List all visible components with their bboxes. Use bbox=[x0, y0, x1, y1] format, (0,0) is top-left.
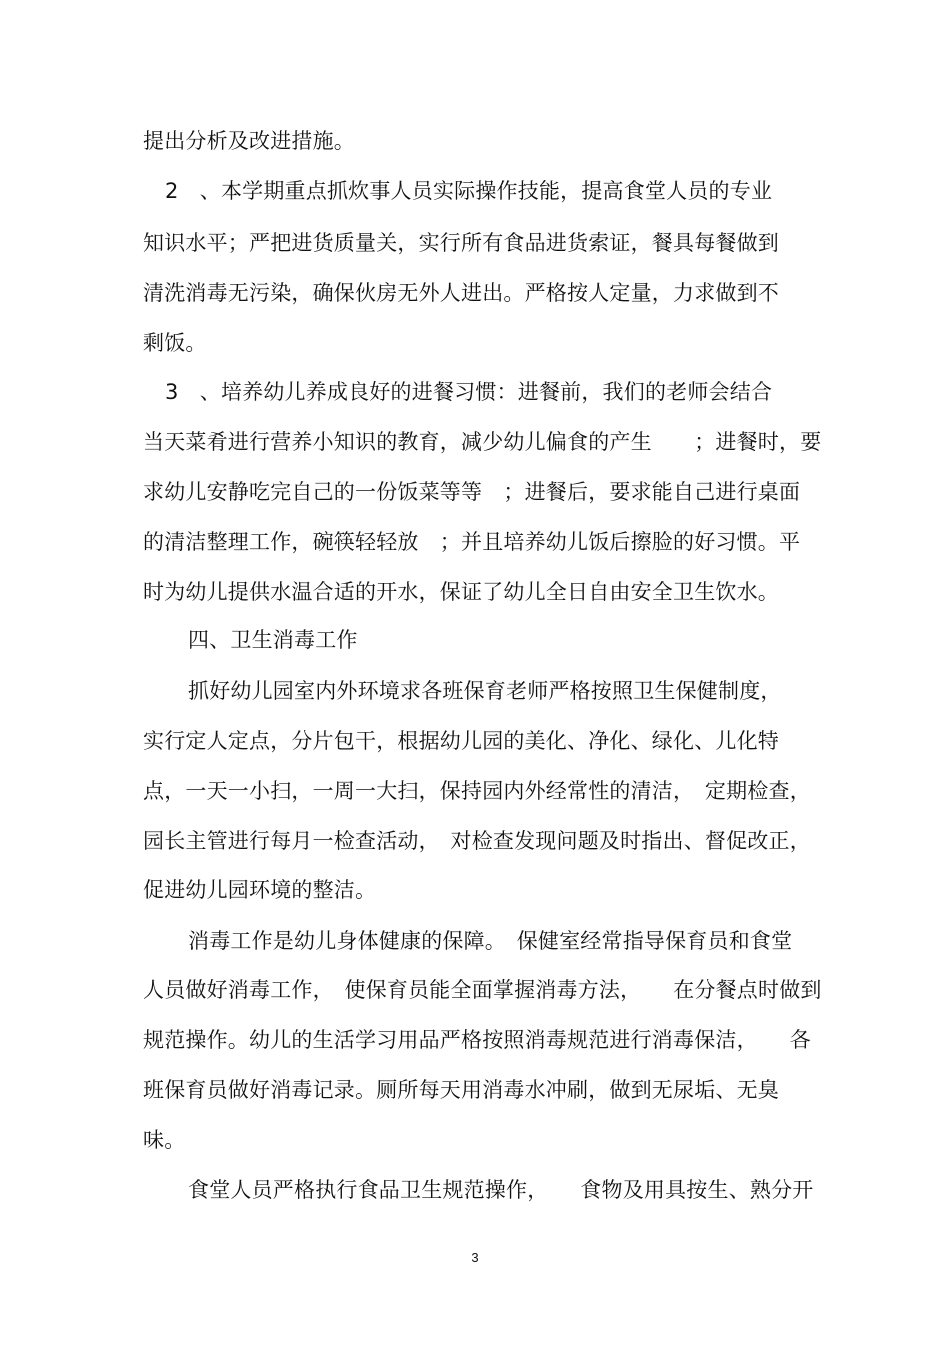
text-line: 味。 bbox=[143, 1128, 186, 1152]
text-line: 实行定人定点，分片包干，根据幼儿园的美化、净化、绿化、儿化特 bbox=[143, 729, 779, 753]
text-line: 提出分析及改进措施。 bbox=[143, 129, 355, 153]
text-line: 班保育员做好消毒记录。厕所每天用消毒水冲刷，做到无尿垢、无臭 bbox=[143, 1078, 779, 1102]
text-line: 抓好幼儿园室内外环境求各班保育老师严格按照卫生保健制度， bbox=[188, 679, 782, 703]
text-line: 人员做好消毒工作， 使保育员能全面掌握消毒方法， 在分餐点时做到 bbox=[143, 978, 822, 1002]
page-number: 3 bbox=[471, 1250, 479, 1265]
text-line: 当天菜肴进行营养小知识的教育，减少幼儿偏食的产生 ；进餐时，要 bbox=[143, 430, 822, 454]
text-line: 剩饭。 bbox=[143, 331, 207, 355]
text-line: 促进幼儿园环境的整洁。 bbox=[143, 878, 377, 902]
text-line: 时为幼儿提供水温合适的开水，保证了幼儿全日自由安全卫生饮水。 bbox=[143, 580, 779, 604]
text-line: 消毒工作是幼儿身体健康的保障。 保健室经常指导保育员和食堂 bbox=[188, 929, 793, 953]
text-line: 点，一天一小扫，一周一大扫，保持园内外经常性的清洁， 定期检查， bbox=[143, 779, 811, 803]
text-line: 求幼儿安静吃完自己的一份饭菜等等 ；进餐后，要求能自己进行桌面 bbox=[143, 480, 801, 504]
text-line: 食堂人员严格执行食品卫生规范操作， 食物及用具按生、熟分开 bbox=[188, 1178, 814, 1202]
text-line: 2 、本学期重点抓炊事人员实际操作技能，提高食堂人员的专业 bbox=[165, 179, 773, 203]
text-line: 规范操作。幼儿的生活学习用品严格按照消毒规范进行消毒保洁， 各 bbox=[143, 1028, 811, 1052]
text-line: 3 、培养幼儿养成良好的进餐习惯：进餐前，我们的老师会结合 bbox=[165, 380, 773, 404]
text-line: 知识水平；严把进货质量关，实行所有食品进货索证，餐具每餐做到 bbox=[143, 231, 779, 255]
text-line: 的清洁整理工作，碗筷轻轻放 ；并且培养幼儿饭后擦脸的好习惯。平 bbox=[143, 530, 801, 554]
text-line: 园长主管进行每月一检查活动， 对检查发现问题及时指出、督促改正， bbox=[143, 829, 811, 853]
section-heading: 四、卫生消毒工作 bbox=[188, 628, 358, 652]
text-line: 清洗消毒无污染，确保伙房无外人进出。严格按人定量，力求做到不 bbox=[143, 281, 779, 305]
